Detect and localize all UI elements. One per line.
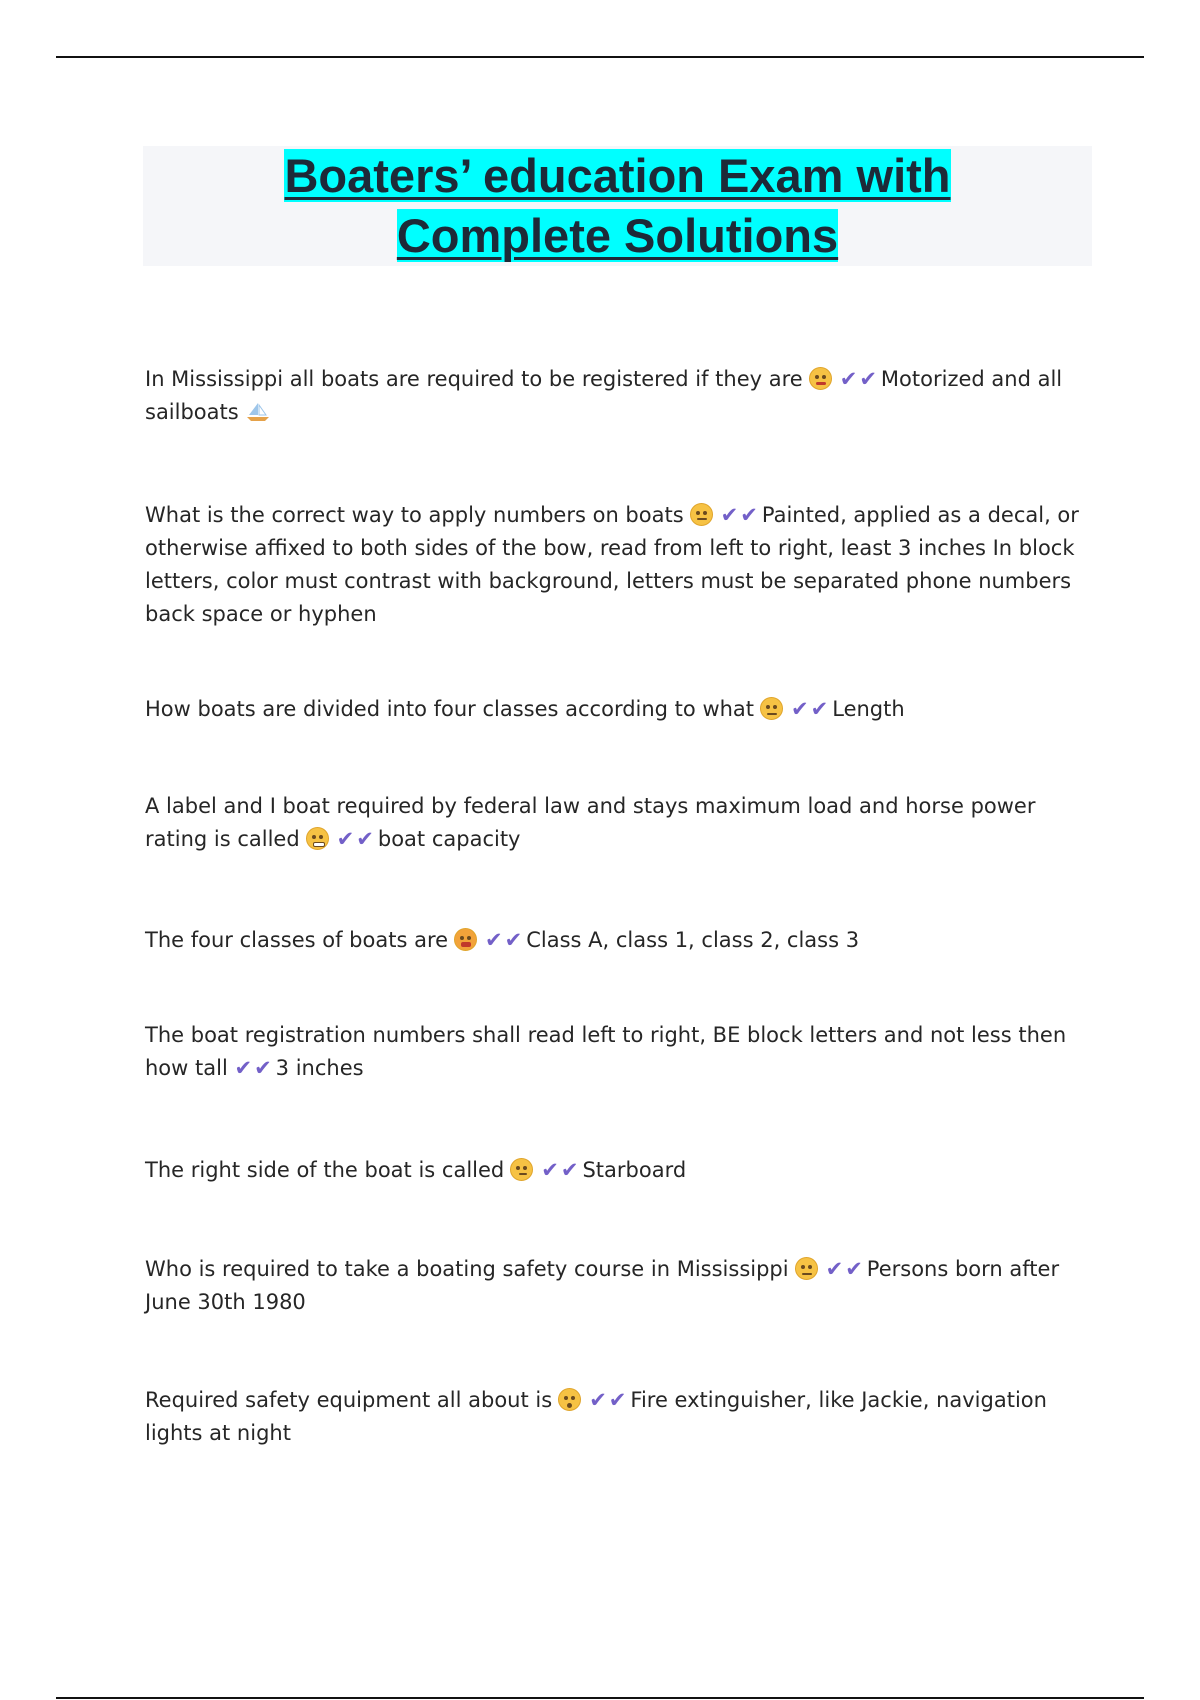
document-title [143,146,1092,266]
expressionless-face-icon [690,503,713,526]
qa-item: A label and I boat required by federal law and stays maximum load and horse power rating is called ✔✔boat capacity [145,790,1090,856]
tired-face-icon [454,928,477,951]
check-marks-icon: ✔✔ [791,697,831,721]
qa-item: In Mississippi all boats are required to be registered if they are ✔✔Motorized and all sailboats [145,363,1090,429]
check-marks-icon: ✔✔ [234,1056,274,1080]
qa-item: The four classes of boats are ✔✔Class A, class 1, class 2, class 3 [145,924,1090,957]
qa-item: Required safety equipment all about is ✔✔Fire extinguisher, like Jackie, navigation lights at night [145,1384,1090,1450]
check-marks-icon: ✔✔ [720,503,760,527]
grimacing-face-icon [306,827,329,850]
check-marks-icon: ✔✔ [541,1158,581,1182]
sad-face-icon [760,697,783,720]
frowning-face-icon [795,1257,818,1280]
qa-item: What is the correct way to apply numbers on boats ✔✔Painted, applied as a decal, or otherwise affixed to both sides of the bow, read from left to right, least 3 inches In block letters, color must contrast with background, letters must be separated phone numbers back space or hyphen [145,499,1090,631]
flushed-face-icon [558,1388,581,1411]
check-marks-icon: ✔✔ [589,1388,629,1412]
qa-item: How boats are divided into four classes according to what ✔✔Length [145,693,1090,726]
sailboat-icon [245,401,271,423]
top-rule [56,56,1144,58]
check-marks-icon: ✔✔ [485,928,525,952]
check-marks-icon: ✔✔ [839,367,879,391]
check-marks-icon: ✔✔ [336,827,376,851]
qa-item: Who is required to take a boating safety course in Mississippi ✔✔Persons born after June 30th 1980 [145,1253,1090,1319]
qa-item: The boat registration numbers shall read left to right, BE block letters and not less then how tall ✔✔3 inches [145,1019,1090,1085]
check-marks-icon: ✔✔ [825,1257,865,1281]
qa-item: The right side of the boat is called ✔✔Starboard [145,1154,1090,1187]
bottom-rule [56,1697,1144,1699]
title-line-1: Boaters’ education Exam with [284,149,951,202]
smirking-face-icon [510,1158,533,1181]
title-line-2: Complete Solutions [396,209,839,262]
crying-face-icon [809,367,832,390]
